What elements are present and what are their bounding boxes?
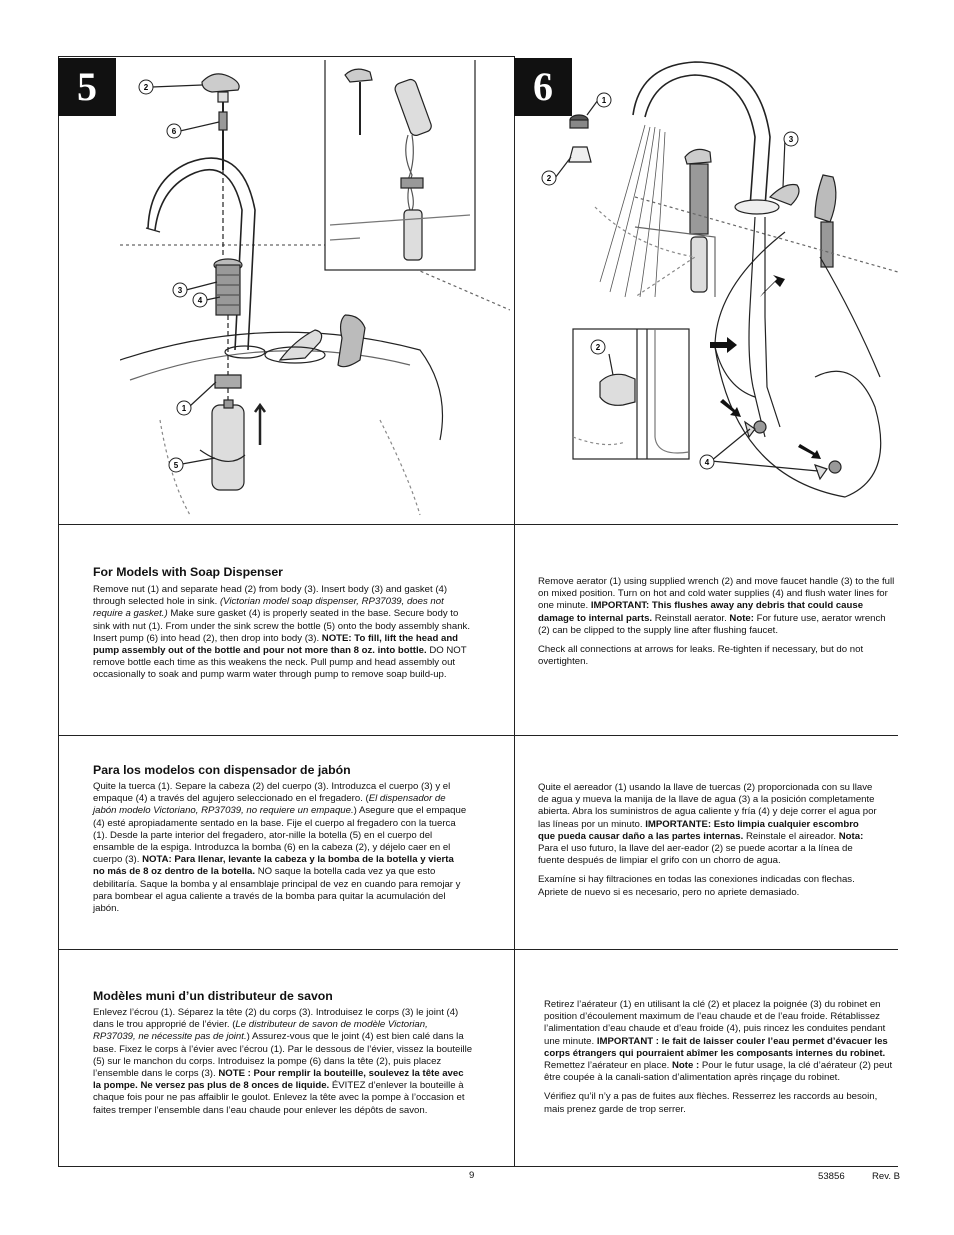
- text-run: NOTE: To fill, lift the head and pump assembly out of the bottle and pour not more than 8 oz. into bottle.: [93, 632, 459, 657]
- text-run: IMPORTANTE: Esto limpia cualquier escombro que pueda causar daño a las partes internas.: [538, 818, 859, 842]
- callout-6-4: 4: [704, 458, 710, 467]
- callout-6-1: 1: [601, 96, 607, 105]
- fr-right-para-2: Vérifiez qu’il n’y a pas de fuites aux flèches. Resserrez les raccords au besoin, mais prenez garde de trop serrer.: [544, 1091, 878, 1115]
- es-right-body: [538, 782, 878, 906]
- es-right-para-1: [538, 782, 878, 867]
- en-right-para-1: [538, 576, 898, 637]
- text-run: ) Asegure que el empaque (4) esté apropiadamente sentado en la base. Fije el cuerpo al fregadero con la tuerca (1). Desde la parte interior del fregadero, ator-nille la botella (5) en el cuerpo del ensamble de la espiga. Introduzca la bomba (6) en la cabeza (2), y déjelo caer en el cuerpo (3).: [93, 805, 467, 866]
- text-run: Pour le futur usage, la clé d’aérateur (2) peut être coupée à la canali-sation d’alimentation après rinçage du robinet.: [544, 1060, 893, 1084]
- callout-6-2-inset: 2: [595, 343, 601, 352]
- text-run: IMPORTANT: This flushes away any debris that could cause damage to internal parts.: [538, 600, 864, 624]
- callout-5-5: 5: [173, 461, 179, 470]
- text-run: Para el uso futuro, la llave del aer-eador (2) se puede acortar a la línea de fuente después de limpiar el grifo con un chorro de agua.: [538, 843, 853, 867]
- step-5-number: 5: [58, 58, 116, 116]
- text-run: Quite el aereador (1) usando la llave de tuercas (2) proporcionada con su llave de agua y mueva la manija de la llave de agua (3) a la posición completamente abierta. Abra los suministros de agua caliente y fría (4) y deje correr el agua por las líneas por un minuto.: [538, 782, 877, 830]
- callout-5-1: 1: [181, 404, 187, 413]
- text-run: Quite la tuerca (1). Separe la cabeza (2) del cuerpo (3). Introduzca el cuerpo (3) y el empaque (4) a través del agujero seleccionado en el fregadero. (: [93, 781, 451, 805]
- text-run: Reinstale el aireador.: [743, 830, 839, 842]
- es-right-para-2: Examíne si hay filtraciones en todas las conexiones indicadas con flechas. Apriete de nuevo si es necesario, pero no apriete demasiado.: [538, 874, 855, 898]
- text-run: Make sure gasket (4) is properly seated in the base. Secure body to sink with nut (1). From under the sink screw the bottle (5) onto the body assembly shank. Insert pump (6) into head (2), then drop into body (3).: [93, 608, 470, 644]
- callout-5-4: 4: [197, 296, 203, 305]
- row-divider-3: [58, 949, 898, 950]
- callout-6-3: 3: [788, 135, 794, 144]
- text-run: Reinstall aerator.: [652, 612, 730, 624]
- fr-right-body: [544, 999, 898, 1123]
- text-run: Remove nut (1) and separate head (2) from body (3). Insert body (3) and gasket (4) through selected hole in sink.: [93, 584, 448, 608]
- text-run: ÉVITEZ d’enlever la bouteille à chaque fois pour ne pas affaiblir le goulot. Enlevez la tête avec la pompe à l’occasion et faites tremper l’ensemble dans l’eau chaude pour enlever les dépôts de savon.: [93, 1080, 465, 1116]
- text-run: Remettez l’aérateur en place.: [544, 1060, 672, 1072]
- en-right-body: [538, 576, 898, 675]
- revision: Rev. B: [872, 1171, 901, 1182]
- text-run: NOTE : Pour remplir la bouteille, soulevez la tête avec la pompe. Ne versez pas plus de 8 onces de liquide.: [93, 1068, 464, 1092]
- callout-6-2: 2: [546, 174, 552, 183]
- row-divider-1: [58, 524, 898, 525]
- bottom-border: [58, 1166, 898, 1167]
- step-5-illustration: [120, 60, 510, 520]
- callout-5-3: 3: [177, 286, 183, 295]
- text-run: Remove aerator (1) using supplied wrench (2) and move faucet handle (3) to the full on mixed position. Turn on hot and cold water supplies (4) and flush water lines for one minute.: [538, 576, 895, 612]
- fr-right-para-1: [544, 999, 898, 1084]
- document-number: 53856: [818, 1171, 845, 1182]
- es-left-body: [93, 781, 468, 915]
- text-run: ) Assurez-vous que le joint (4) est bien calé dans la base. Fixez le corps à l’évier avec l’écrou (1). Par le dessous de l’évier, vissez la bouteille (5) sur le manchon du corps. Introduisez la pompe (6) dans la tête (2), puis placez l’ensemble dans le corps (3).: [93, 1031, 473, 1080]
- left-border: [58, 56, 59, 1167]
- page-number: 9: [469, 1170, 475, 1181]
- text-run: Nota:: [838, 830, 864, 842]
- text-run: El dispensador de jabón modelo Victoriano, RP37039, no requiere un empaque.: [93, 793, 446, 817]
- fr-left-body: [93, 1007, 473, 1117]
- text-run: NO saque la botella cada vez ya que esto debilitaría. Saque la bomba y al ensamblaje principal de vez en cuando para remojar y para bombear el agua caliente a través de la bomba para quitar la acumulación del jabón.: [93, 866, 461, 915]
- text-run: Note:: [729, 612, 754, 624]
- text-run: (Victorian model soap dispenser, RP37039, does not require a gasket.): [93, 596, 444, 620]
- text-run: Enlevez l’écrou (1). Séparez la tête (2) du corps (3). Introduisez le corps (3) le joint (4) dans le trou approprié de l’évier. (: [93, 1007, 459, 1031]
- callout-5-2: 2: [143, 83, 149, 92]
- callout-5-6: 6: [171, 127, 177, 136]
- step-6-illustration: [515, 57, 898, 524]
- es-section-title: Para los modelos con dispensador de jabón: [93, 763, 351, 777]
- top-border-left: [58, 56, 515, 57]
- text-run: NOTA: Para llenar, levante la cabeza y la bomba de la botella y vierta no más de 8 oz dentro de la botella.: [93, 854, 454, 878]
- fr-section-title: Modèles muni d’un distributeur de savon: [93, 989, 333, 1003]
- text-run: Retirez l’aérateur (1) en utilisant la clé (2) et placez la poignée (3) du robinet en position d’écoulement maximum de l’eau chaude et de l’eau froide. Rétablissez l’alimentation d’eau chaude et d’eau froide (4), puis rincez les conduites pendant une minute.: [544, 999, 886, 1047]
- row-divider-2: [58, 735, 898, 736]
- en-right-para-2: Check all connections at arrows for leaks. Re-tighten if necessary, but do not overtighten.: [538, 644, 864, 668]
- text-run: Note :: [671, 1060, 700, 1072]
- text-run: IMPORTANT : le fait de laisser couler l’eau permet d’évacuer les corps étrangers qui pourraient abîmer les composants internes du robinet.: [544, 1035, 888, 1059]
- text-run: DO NOT remove bottle each time as this weakens the neck. Pull pump and head assembly out occasionally to soak and pump warm water through pump to remove soap build-up.: [93, 645, 467, 681]
- step-6-number: 6: [514, 58, 572, 116]
- text-run: Le distributeur de savon de modèle Victorian, RP37039, ne nécessite pas de joint.: [93, 1019, 428, 1043]
- en-section-title: For Models with Soap Dispenser: [93, 565, 283, 579]
- en-left-body: [93, 584, 475, 682]
- text-run: For future use, aerator wrench (2) can be clipped to the supply line after flushing faucet.: [538, 612, 886, 636]
